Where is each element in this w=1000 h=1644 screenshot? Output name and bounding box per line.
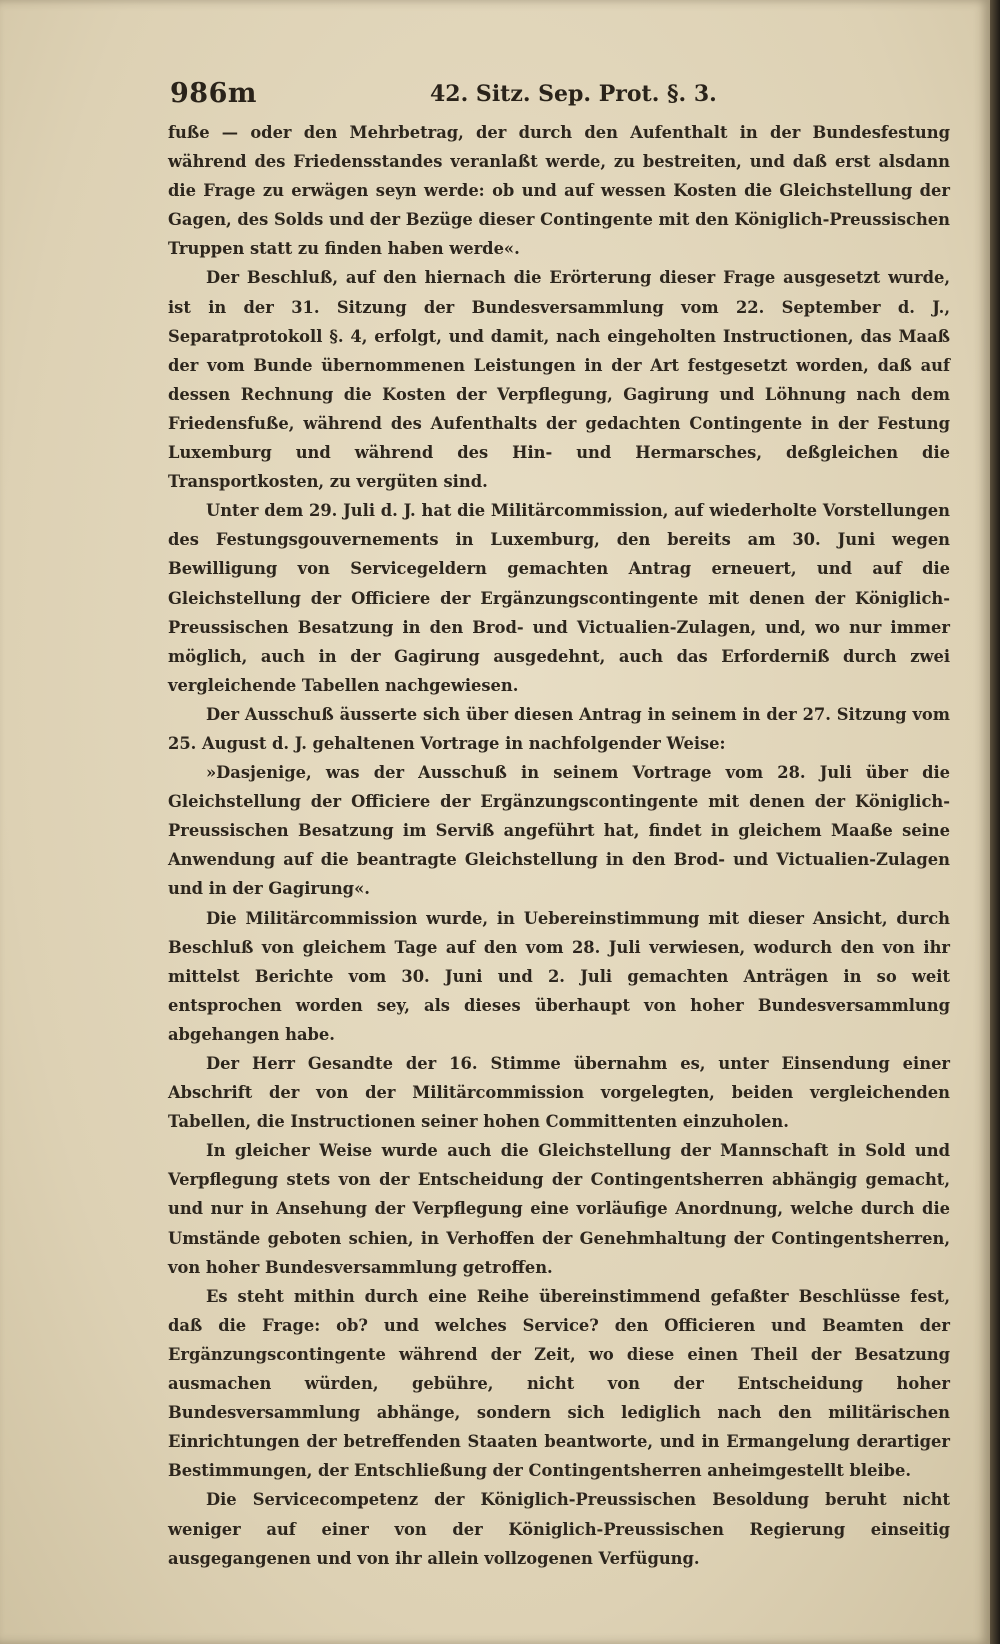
paragraph: Die Servicecompetenz der Königlich-Preussischen Besoldung beruht nicht weniger auf einer von der Königlich-Preussischen Regierung einseitig ausgegangenen und von ihr allein vollzogenen Verfügung.	[168, 1490, 950, 1568]
body-text	[168, 118, 950, 1573]
paragraph: Der Beschluß, auf den hiernach die Erörterung dieser Frage ausgesetzt wurde, ist in der 31. Sitzung der Bundesversammlung vom 22. September d. J., Separatprotokoll §. 4, erfolgt, und damit, nach eingeholten Instructionen, das Maaß der vom Bunde übernommenen Leistungen in der Art festgesetzt worden, daß auf dessen Rechnung die Kosten der Verpflegung, Gagirung und Löhnung nach dem Friedensfuße, während des Aufenthalts der gedachten Contingente in der Festung Luxemburg und während des Hin- und Hermarsches, deßgleichen die Transportkosten, zu vergüten sind.	[168, 268, 950, 492]
paragraph: Es steht mithin durch eine Reihe übereinstimmend gefaßter Beschlüsse fest, daß die Frage: ob? und welches Service? den Officieren und Beamten der Ergänzungscontingente während der Zeit, wo diese einen Theil der Besatzung ausmachen würden, gebühre, nicht von der Entscheidung hoher Bundesversammlung abhänge, sondern sich lediglich nach den militärischen Einrichtungen der betreffenden Staaten beantworte, und in Ermangelung derartiger Bestimmungen, der Entschließung der Contingentsherren anheimgestellt bleibe.	[168, 1286, 950, 1481]
paragraph: Unter dem 29. Juli d. J. hat die Militärcommission, auf wiederholte Vorstellungen des Festungsgouvernements in Luxemburg, den bereits am 30. Juni wegen Bewilligung von Servicegeldern gemachten Antrag erneuert, und auf die Gleichstellung der Officiere der Ergänzungscontingente mit denen der Königlich-Preussischen Besatzung in den Brod- und Victualien-Zulagen, und, wo nur immer möglich, auch in der Gagirung ausgedehnt, auch das Erforderniß durch zwei vergleichende Tabellen nachgewiesen.	[168, 501, 950, 695]
page-header	[170, 78, 950, 112]
running-head: 42. Sitz. Sep. Prot. §. 3.	[430, 81, 717, 107]
paragraph: Der Ausschuß äusserte sich über diesen Antrag in seinem in der 27. Sitzung vom 25. August d. J. gehaltenen Vortrage in nachfolgender Weise:	[168, 704, 950, 753]
page-number: 986m	[170, 78, 257, 109]
quoted-paragraph: »Dasjenige, was der Ausschuß in seinem Vortrage vom 28. Juli über die Gleichstellung der Officiere der Ergänzungscontingente mit denen der Königlich-Preussischen Besatzung im Serviß angeführt hat, findet in gleichem Maaße seine Anwendung auf die beantragte Gleichstellung in den Brod- und Victualien-Zulagen und in der Gagirung«.	[168, 763, 950, 899]
paragraph-continuation: fuße — oder den Mehrbetrag, der durch den Aufenthalt in der Bundesfestung während des Friedensstandes veranlaßt werde, zu bestreiten, und daß erst alsdann die Frage zu erwägen seyn werde: ob und auf wessen Kosten die Gleichstellung der Gagen, des Solds und der Bezüge dieser Contingente mit den Königlich-Preussischen Truppen statt zu finden haben werde«.	[168, 123, 950, 259]
book-spine-edge	[990, 0, 1000, 1644]
paragraph: Der Herr Gesandte der 16. Stimme übernahm es, unter Einsendung einer Abschrift der von der Militärcommission vorgelegten, beiden vergleichenden Tabellen, die Instructionen seiner hohen Committenten einzuholen.	[168, 1054, 950, 1132]
paragraph: Die Militärcommission wurde, in Uebereinstimmung mit dieser Ansicht, durch Beschluß von gleichem Tage auf den vom 28. Juli verwiesen, wodurch den von ihr mittelst Berichte vom 30. Juni und 2. Juli gemachten Anträgen in so weit entsprochen worden sey, als dieses überhaupt von hoher Bundesversammlung abgehangen habe.	[168, 908, 950, 1044]
paragraph: In gleicher Weise wurde auch die Gleichstellung der Mannschaft in Sold und Verpflegung stets von der Entscheidung der Contingentsherren abhängig gemacht, und nur in Ansehung der Verpflegung eine vorläufige Anordnung, welche durch die Umstände geboten schien, in Verhoffen der Genehmhaltung der Contingentsherren, von hoher Bundesversammlung getroffen.	[168, 1141, 950, 1277]
